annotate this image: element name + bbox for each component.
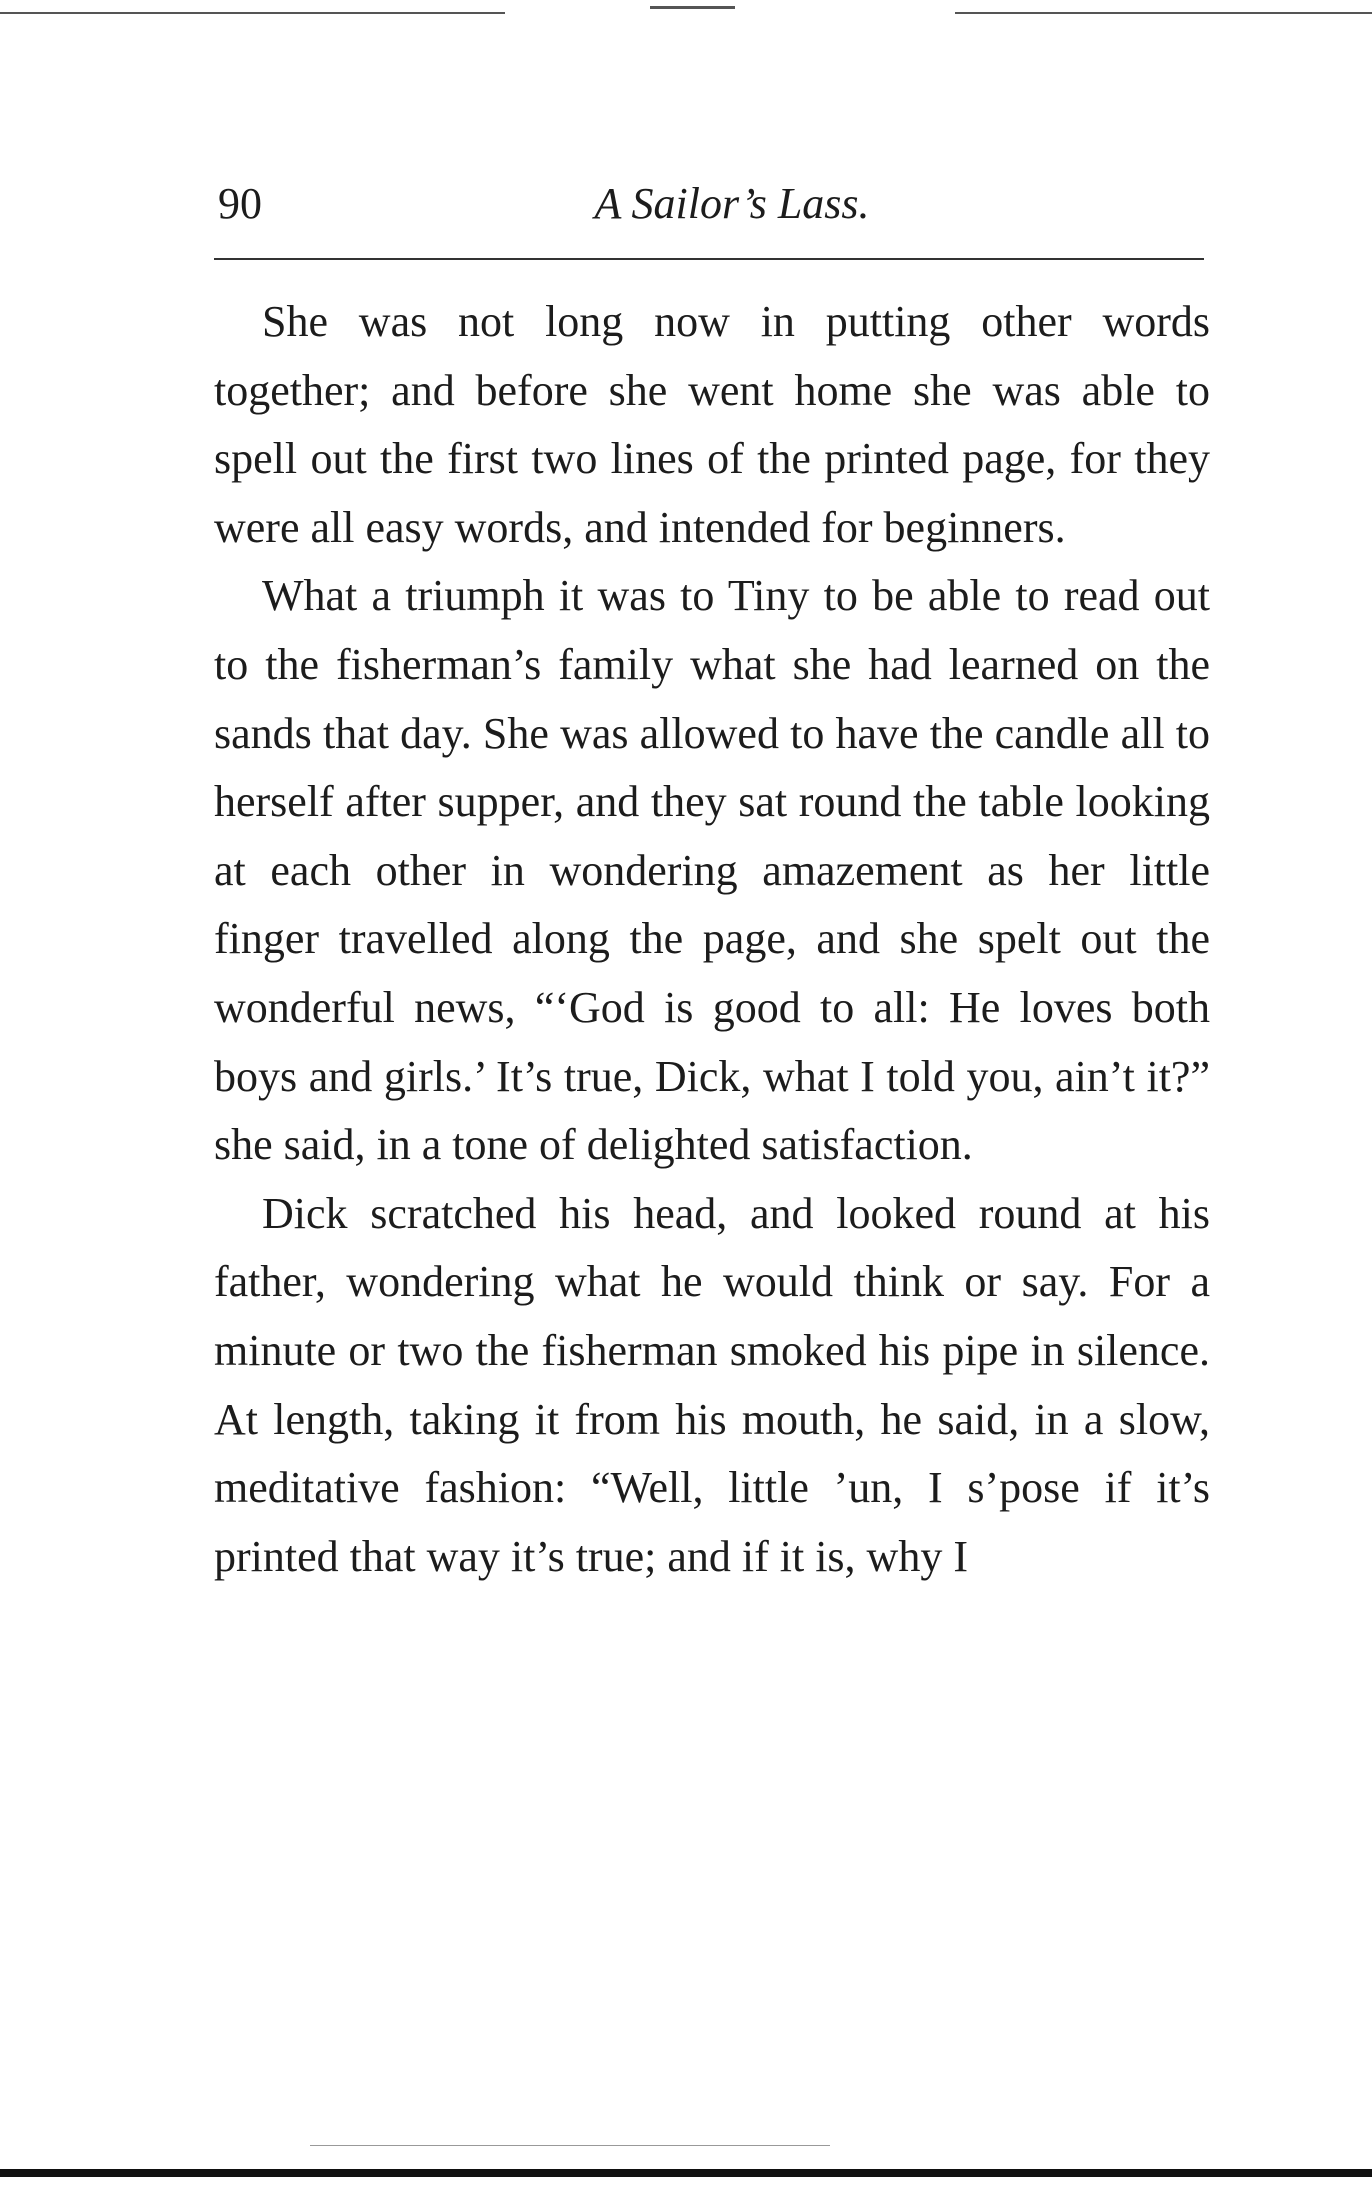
scan-line: [650, 6, 735, 9]
paragraph: She was not long now in putting other words together; and before she went home she was able to spell out the first two lines of the printed page, for they were all easy words, and intended for beginners.: [214, 297, 1210, 552]
scan-line: [0, 12, 505, 14]
scan-bottom-edge: [0, 2127, 1372, 2187]
paragraph: What a triumph it was to Tiny to be able to read out to the fisherman’s family what she had learned on the sands that day. She was allowed to have the candle all to herself after supper, and they sat round the table looking at each other in wondering amazement as her little finger travelled along the page, and she spelt out the wonderful news, “‘God is good to all: He loves both boys and girls.’ It’s true, Dick, what I told you, ain’t it?” she said, in a tone of delighted satisfaction.: [214, 571, 1210, 1170]
scan-line: [310, 2145, 830, 2146]
running-title: A Sailor’s Lass.: [594, 179, 870, 228]
book-page: [214, 178, 1210, 1581]
scan-top-edge: [0, 0, 1372, 20]
scan-line: [955, 12, 1372, 14]
page-number: 90: [218, 179, 262, 228]
scan-line: [0, 2169, 1372, 2177]
page-header: [214, 178, 1210, 238]
header-rule: [214, 258, 1204, 260]
body-text: [214, 288, 1210, 1591]
paragraph: Dick scratched his head, and looked round at his father, wondering what he would think or say. For a minute or two the fisherman smoked his pipe in silence. At length, taking it from his mouth, he said, in a slow, meditative fashion: “Well, little ’un, I s’pose if it’s printed that way it’s true; and if it is, why I: [214, 1188, 1210, 1581]
